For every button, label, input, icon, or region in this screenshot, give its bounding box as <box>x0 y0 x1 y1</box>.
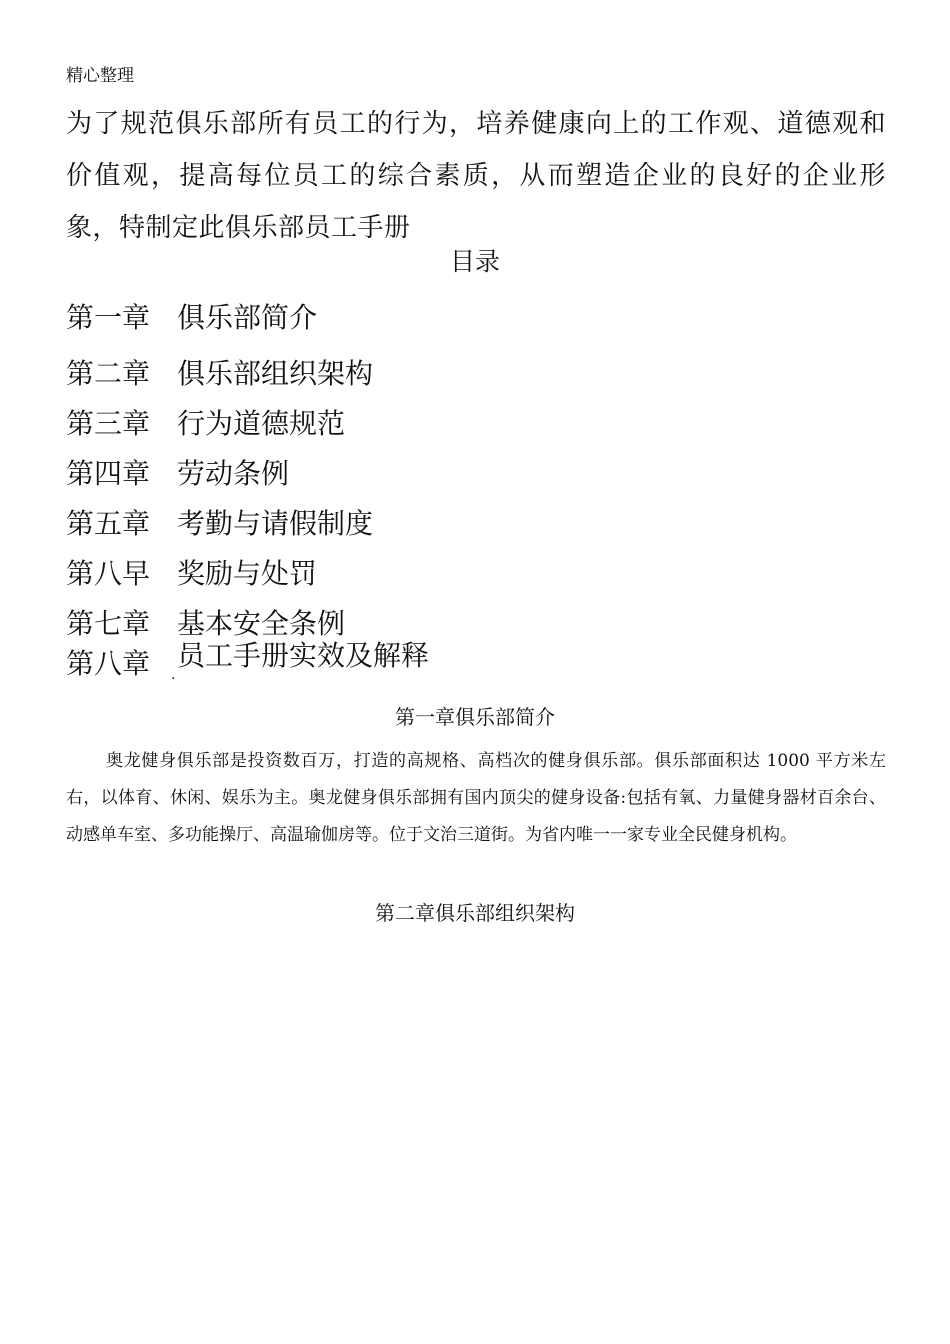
toc-item-title: 奖励与处罚 <box>177 557 318 590</box>
toc-item-number: 第八早 <box>66 557 151 590</box>
chapter1-body: 奥龙健身俱乐部是投资数百万，打造的高规格、高档次的健身俱乐部。俱乐部面积达 1000 平方米左右，以体育、休闲、娱乐为主。奥龙健身俱乐部拥有国内顶尖的健身设备:包括有氧、力量健身器材百余台、动感单车室、多功能操厅、高温瑜伽房等。位于文治三道街。为省内唯一一家专业全民健身机构。 <box>66 751 886 845</box>
toc-item-title: 行为道德规范 <box>177 407 346 440</box>
toc-item-title: 俱乐部组织架构 <box>177 357 374 390</box>
toc-item <box>66 639 430 683</box>
toc-item <box>66 456 289 492</box>
toc-item <box>66 506 373 542</box>
header-note: 精心整理 <box>66 66 134 86</box>
toc-item-number: 第四章 <box>66 457 151 490</box>
toc-item-title: 员工手册实效及解释 <box>177 639 430 672</box>
toc-item-title: 俱乐部简介 <box>177 301 318 334</box>
toc-item-number: 第五章 <box>66 507 151 540</box>
toc-item-number: 第七章 <box>66 607 151 640</box>
toc-item-title: 考勤与请假制度 <box>177 507 374 540</box>
toc-item-title: 劳动条例 <box>177 457 290 490</box>
stray-mark: . <box>171 667 176 683</box>
toc-item-number: 第二章 <box>66 357 151 390</box>
toc-item <box>66 556 317 592</box>
toc-item-title: 基本安全条例 <box>177 607 346 640</box>
toc-title: 目录 <box>449 247 500 276</box>
toc-item-number: 第三章 <box>66 407 151 440</box>
toc-item <box>66 606 345 642</box>
toc-item-number: 第一章 <box>66 301 151 334</box>
toc-item <box>66 406 345 442</box>
toc-item <box>66 356 373 392</box>
intro-paragraph: 为了规范俱乐部所有员工的行为，培养健康向上的工作观、道德观和价值观，提高每位员工的综合素质，从而塑造企业的良好的企业形象，特制定此俱乐部员工手册 <box>66 109 886 243</box>
chapter2-title: 第二章俱乐部组织架构 <box>375 901 575 925</box>
toc-item <box>66 300 317 336</box>
chapter1-title: 第一章俱乐部简介 <box>395 705 555 729</box>
toc-item-number: 第八章 <box>66 647 151 680</box>
